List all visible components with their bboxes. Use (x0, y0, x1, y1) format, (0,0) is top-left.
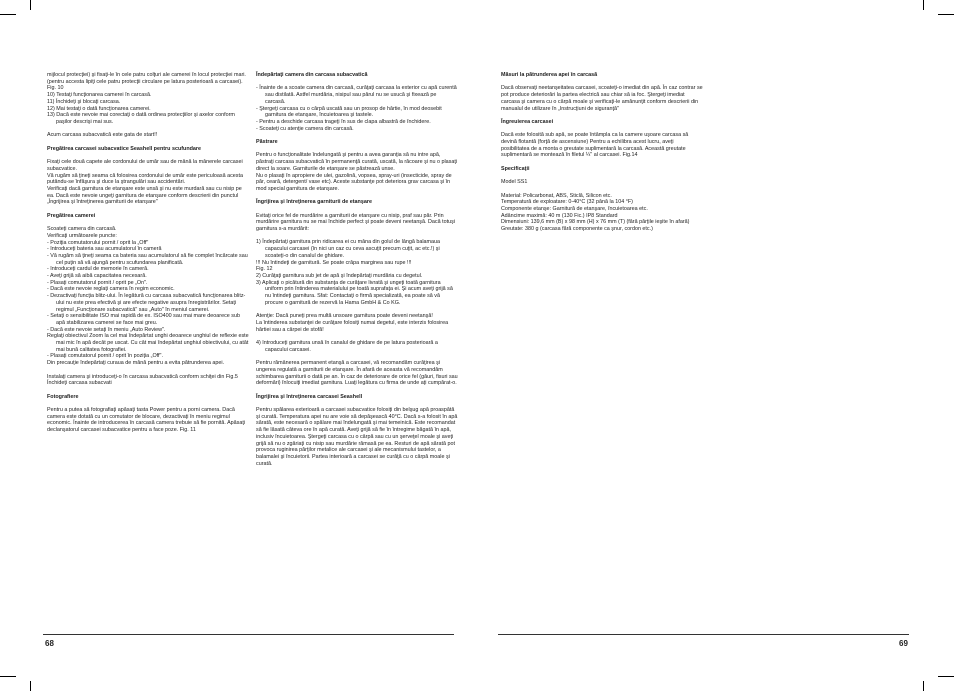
paragraph: Componente etanşe: Garnitură de etanşare, încuietoarea etc. (501, 205, 648, 212)
left-page-column-1 (47, 72, 249, 434)
paragraph: - Înainte de a scoate camera din carcasă, curăţaţi carcasa la exterior cu apă curentă sau distilată. Astfel murdăria, nisipul sau părul nu se usucă şi fixează pe carcasă. (256, 85, 457, 105)
paragraph: - Vă rugăm să ţineţi seama ca bateria sau acumulatorul să fie complet încărcate sau cel puţin să vă ajungă pentru scufundarea planificată. (47, 252, 248, 266)
paragraph: 12) Mai testaţi o dată funcţionarea camerei. (47, 105, 151, 112)
paragraph: Verificaţi dacă garnitura de etanşare este unsă şi nu este murdară sau cu nisip pe ea. Dacă este nevoie ungeţi garnitura de etanşare conform descrierii din punctul „Îngrijirea şi întreţinerea garniturii de etanşare" (47, 185, 242, 206)
paragraph-spacer (256, 206, 458, 213)
paragraph-spacer (47, 387, 249, 394)
paragraph: - Plasaţi comutatorul pornit / oprit în poziţia „Off". (47, 353, 163, 360)
paragraph: Greutate: 380 g (carcasa fără componente ca şnur, cordon etc.) (501, 226, 653, 233)
paragraph: - Dacă este nevoie setaţi în meniu „Auto Review". (47, 326, 166, 333)
paragraph: Fixaţi cele două capete ale cordonului de umăr sau de mână la mânerele carcasei subacvatice. (47, 159, 243, 172)
paragraph: Pentru spălarea exterioară a carcasei subacvatice folosiţi din belşug apă proaspătă şi curată. Temperatura apei nu are voie să depăşească 40°C. Dacă s-a folosit în apă sărată, este necesară o spălare mai îndelungată şi mai temeinică. Este recomandat să fie lăsată câteva ore în apă curată. Aveţi grijă să fie în întregime băgată în apă, inclusiv încuietoarea. Ştergeţi carcasa cu o cârpă sau cu un şerveţel moale şi aveţi grijă să nu o zgâriaţi cu nisip sau murdărie rămasă pe ea. Resturi de apă sărată pot provoca ruginirea părţilor metalice ale carcasei şi ale mecanismului tastelor, a balamalei şi încuietorii. Partea interioară a carcasei se curăţă cu o cârpă moale şi curată. (256, 406, 458, 467)
paragraph-spacer (47, 126, 249, 133)
paragraph: - Poziţia comutatorului pornit / oprit la „Off" (47, 239, 149, 246)
section-heading: Îndepărtaţi camera din carcasa subacvatică (256, 72, 368, 78)
paragraph: - Pentru a deschide carcasa trageţi în sus de clapa albastră de închidere. (256, 118, 431, 125)
crop-mark (0, 14, 16, 15)
paragraph: Dacă observaţi neetanşeitatea carcasei, scoateţi-o imediat din apă. În caz contrar se pot produce deteriorări la partea electrică sau chiar să ia foc. Ştergeţi imediat carcasa şi camera cu o cârpă moale şi verificaţi-le amănunţit conform descrierii din manualul de utilizare în „Instrucţiuni de siguranţă" (501, 85, 703, 112)
paragraph: La întinderea substanţei de curăţare folosiţi numai degetul, este interzis folosirea hârtiei sau a cârpei de stofă! (256, 319, 449, 333)
right-page-footer-rule (498, 634, 909, 635)
paragraph-spacer (47, 219, 249, 226)
paragraph: mijlocul protecţiei) şi fixaţi-le în cele patru colţuri ale camerei în locul protecţiei mari. (pentru accesta lipiţi cele patru protecţii circulare pe latura posterioară a carcasei). Fig. 10 (47, 72, 246, 92)
paragraph-spacer (256, 387, 458, 394)
paragraph: Din precauţie îndepărtaţi curaua de mână pentru a evita pătrunderea apei. (47, 360, 225, 367)
crop-mark (30, 0, 31, 10)
paragraph: - Introduceţi cardul de memorie în cameră. (47, 266, 149, 273)
paragraph: - Introduceţi bateria sau acumulatorul în cameră (47, 246, 162, 253)
crop-mark (938, 14, 954, 15)
paragraph: - Dezactivaţi funcţia blitz-ului. În legătură cu carcasa subacvatică funcţionarea blitz-ului nu este prea efectivă şi are efecte negative asupra înregistrărilor. Setaţi regimul „Funcţionare subacvatică" sau „Auto" în meniul camerei. (47, 293, 246, 313)
left-page-number: 68 (45, 639, 54, 648)
paragraph: - Ştergeţi carcasa cu o cârpă uscată sau un prosop de hârtie, în mod deosebit garnitura de etanşare, încuietoarea şi tastele. (256, 105, 442, 119)
paragraph-spacer (47, 367, 249, 374)
paragraph-spacer (256, 400, 458, 407)
paragraph: 13) Dacă este nevoie mai corectaţi o dată ordinea protecţiilor şi axelor conform paşilor descrişi mai sus. (47, 112, 235, 125)
paragraph: - Setaţi o sensibilitate ISO mai rapidă de ex. ISO400 sau mai mare deoarece sub apă stabilizarea camerei se face mai greu. (47, 313, 240, 326)
paragraph: Reglaţi obiectivul Zoom la cel mai îndepărtat unghi deoarece unghiul de reflexie este mai mic în apă decât pe uscat. Cu cât mai îndepărtat unghiul obiectivului, cu atât mai bună calitatea fotografiei. (47, 333, 249, 353)
section-heading: Fotografiere (47, 393, 79, 400)
paragraph: Adâncime maximă: 40 m (130 Fic.) IP8 Standard (501, 212, 618, 219)
paragraph: 1) Îndepărtaţi garnitura prin ridicarea ei cu mâna din golul de lângă balamaua capacului carcasei (în nici un caz cu ceva ascuţit precum cuţit, ac etc.!) şi scoateţi-o din canalul de ghidare. (256, 239, 440, 259)
paragraph: 10) Testaţi funcţionarea camerei în carcasă. (47, 92, 152, 99)
paragraph: - Plasaţi comutatorul pornit / oprit pe „On". (47, 279, 148, 286)
paragraph: Verificaţi următoarele puncte: (47, 232, 117, 239)
left-page-footer-rule (43, 634, 454, 635)
paragraph: Scoateţi camera din carcasă. (47, 226, 117, 233)
crop-mark (923, 681, 924, 691)
paragraph-spacer (501, 126, 703, 133)
section-heading: Îngreuierea carcasei (501, 118, 554, 125)
section-heading: Măsuri la pătrunderea apei în carcasă (501, 72, 598, 78)
paragraph: Dacă este folosită sub apă, se poate întâmpla ca la camere uşoare carcasa să devină flotantă (forţă de ascensiune) Pentru a echilibra acest lucru, aveţi posibilitatea de a monta o greutate suplimentară la carcasă. Această greutate suplimentară se montează în filetul ¼" al carcasei. Fig.14 (501, 132, 689, 159)
paragraph: 3) Aplicaţi o picătură din substanţa de curăţare livrată şi ungeţi toată garnitura uniform prin întinderea materialului pe toată suprafaţa ei. Şi acum aveţi grijă să nu întindeţi garnitura. Sfat: Contactaţi o firmă specializată, ea poate să vă procure o garnitură de rezervă la Hama GmbH & Co KG. (256, 279, 453, 306)
paragraph: Evitaţi orice fel de murdărire a garniturii de etanşare cu nisip, praf sau păr. Prin murdărire garnitura nu se mai închide perfect şi poate deveni neetanşă. Dacă totuşi garnitura s-a murdărit: (256, 212, 455, 233)
paragraph-spacer (256, 333, 458, 340)
paragraph-spacer (256, 146, 458, 153)
paragraph-spacer (256, 307, 458, 314)
paragraph: 2) Curăţaţi garnitura sub jet de apă şi îndepărtaţi murdăria cu degetul. (256, 273, 423, 279)
paragraph: 11) Închideţi şi blocaţi carcasa. (47, 98, 121, 105)
paragraph: - Dacă este nevoie reglaţi camera în regim economic. (47, 286, 175, 293)
paragraph-spacer (501, 172, 703, 179)
paragraph-spacer (256, 132, 458, 139)
paragraph: Dimensiuni: 139,6 mm (B) x 98 mm (H) x 76 mm (T) (fără părţile ieşite în afară) (501, 219, 690, 226)
paragraph: Pentru rămânerea permanent etanşă a carcasei, vă recomandăm curăţirea şi ungerea regulată a garniturii de etanşare. În afară de aceasta vă recomandăm schimbarea garniturii o dată pe an. În caz de deteriorare de orice fel (găuri, fisuri sau deformări) înlocuiţi imediat garnitura. Luaţi legătura cu firma de unde aţi cumpărat-o. (256, 360, 458, 387)
right-page-number: 69 (899, 639, 908, 648)
crop-mark (0, 676, 16, 677)
paragraph: Temperatură de exploatare: 0-40°C (32 până la 104 °F) (501, 199, 633, 206)
paragraph: Material: Policarbonat, ABS, Sticlă, Silicon etc. (501, 192, 612, 199)
paragraph-spacer (47, 206, 249, 213)
paragraph-spacer (501, 112, 703, 119)
paragraph: !!! Nu întindeţi de garnitură. Se poate crăpa marginea sau rupe !!! (256, 259, 412, 266)
left-page-column-2 (256, 72, 458, 467)
crop-mark (30, 681, 31, 691)
paragraph-spacer (256, 353, 458, 360)
section-heading: Specificaţii (501, 165, 530, 172)
paragraph: Instalaţi camera şi introduceţi-o în carcasa subacvatică conform schiţei din Fig.5 Închideţi carcasa subacvati (47, 373, 238, 387)
crop-mark (938, 676, 954, 677)
paragraph-spacer (501, 159, 703, 166)
section-heading: Pregătirea camerei (47, 212, 96, 219)
paragraph: Pentru a putea să fotografiaţi apăsaţi tasta Power pentru a porni camera. Dacă camera este dotată cu un comutator de blocare, dezactivaţi în meniu regimul economic. Înainte de introducerea în carcasă camera trebuie să fie pornită. Apăsaţi declanşatorul carcasei subacvatice pentru a face poze. Fig. 11 (47, 407, 246, 434)
paragraph-spacer (47, 152, 249, 159)
paragraph: - Scoateţi cu atenţie camera din carcasă. (256, 125, 354, 132)
section-heading: Îngrijirea şi întreţinerea carcasei Seashell (256, 393, 363, 400)
crop-mark (923, 0, 924, 10)
paragraph: Vă rugăm să ţineţi seama că folosirea cordonului de umăr este periculoasă acesta putându-se înfăşura şi duce la ştrangulări sau accidentări. (47, 172, 243, 186)
paragraph: Fig. 12 (256, 266, 273, 273)
paragraph: Model SS1 (501, 179, 528, 186)
right-page-column-1 (501, 72, 703, 233)
paragraph: 4) Introduceţi garnitura unsă în canalul de ghidare de pe latura posterioară a capacului carcasei. (256, 340, 438, 353)
paragraph: - Aveţi grijă să aibă capacitatea necesară. (47, 273, 147, 280)
paragraph-spacer (501, 186, 703, 193)
section-heading: Păstrare (256, 139, 278, 145)
paragraph: Atenţie: Dacă puneţi prea multă unsoare garnitura poate deveni neetanşă! (256, 313, 433, 320)
paragraph-spacer (47, 400, 249, 407)
section-heading: Îngrijirea şi întreţinerea garniturii de etanşare (256, 199, 372, 206)
section-heading: Pregătirea carcasei subacvatice Seashell pentru scufundare (47, 145, 202, 152)
paragraph: Pentru o funcţionalitate îndelungată şi pentru a avea garanţia să nu intre apă, păstraţi carcasa subacvatică în permanenţă curată, uscată, la răcoare şi nu o plasaţi direct la soare. Garniturile de etanşare se păstrează unse. (256, 152, 458, 172)
paragraph-spacer (47, 139, 249, 146)
paragraph: Acum carcasa subacvatică este gata de start!! (47, 132, 158, 139)
paragraph: Nu o plasaţi în apropiere de ulei, gazolină, vopsea, spray-uri (insecticide, spray de păr, ceară, detergent/ vase etc). Aceste substanţe pot deteriora grav carcasa şi în mod special garnitura de etanşare. (256, 172, 452, 192)
